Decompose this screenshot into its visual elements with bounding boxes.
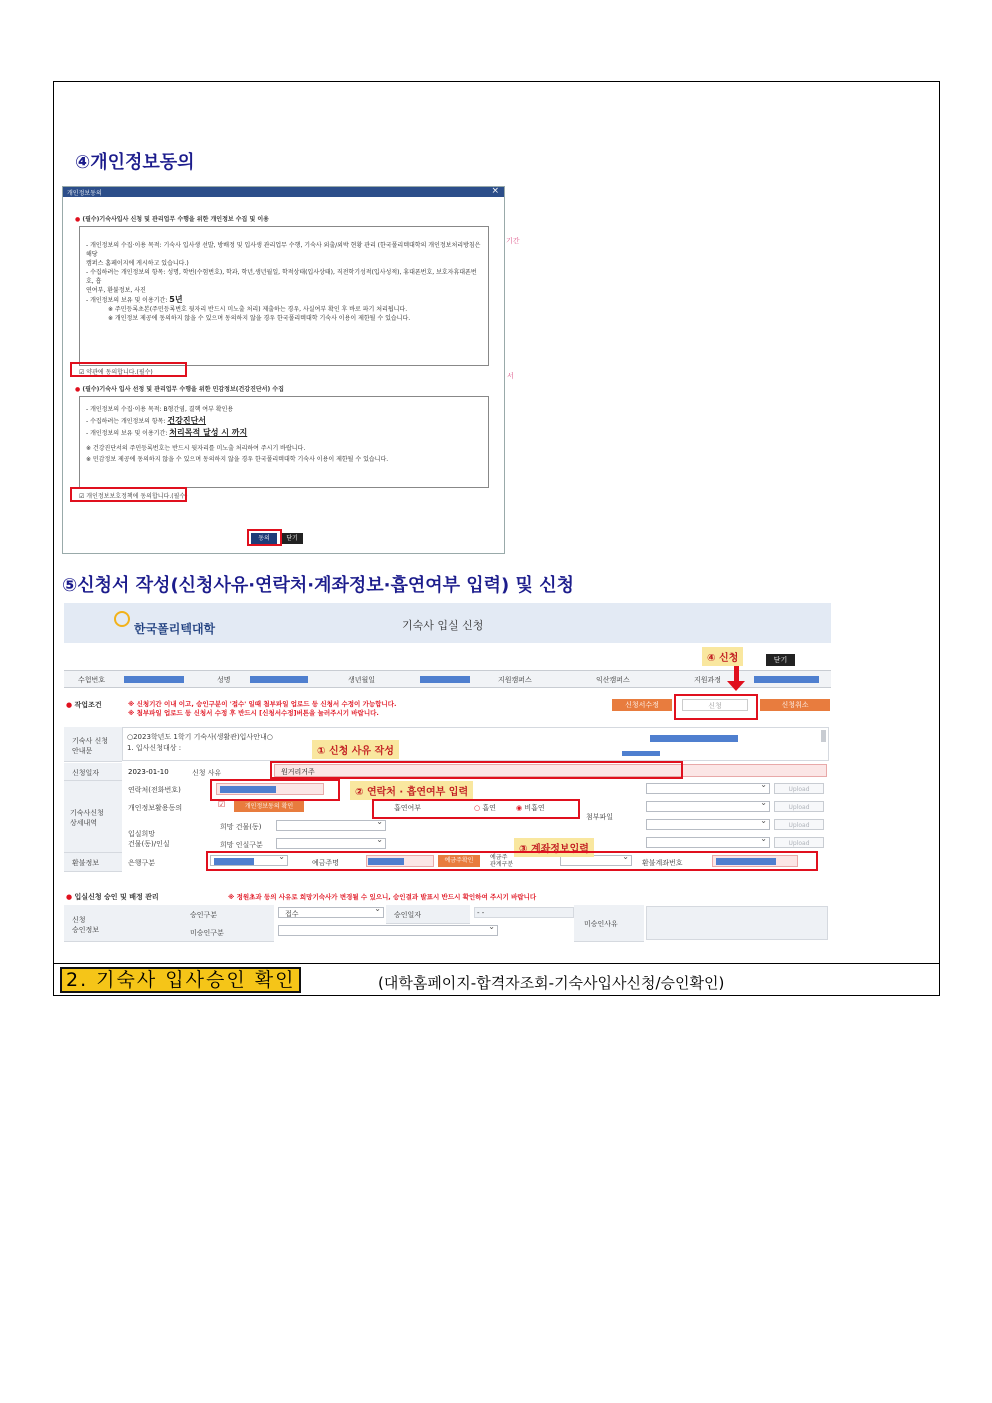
sec1-period-prefix: - 개인정보의 보유 및 이용기간: [86, 297, 168, 304]
agree2-checkbox[interactable]: ☑ 개인정보보호정책에 동의합니다.(필수) [79, 493, 188, 500]
callout-3: ③ 계좌정보입력 [514, 838, 594, 857]
redacted-value [622, 751, 660, 756]
redacted-value [250, 676, 308, 683]
campus-value: 익산캠퍼스 [596, 676, 630, 684]
highlight-agree2 [70, 487, 187, 502]
approval-info-cell [64, 905, 176, 942]
sec2-note: ※ 민감정보 제공에 동의하지 않을 수 있으며 동의하지 않을 경우 한국폴리텍대학 기숙사 이용이 제한될 수 있습니다. [86, 456, 389, 463]
app-header [64, 603, 831, 643]
sec2-period-prefix: - 개인정보의 보유 및 이용기간: [86, 430, 168, 437]
refund-label-cell [64, 853, 122, 872]
relation-label: 예금주 관계구분 [490, 854, 514, 868]
sec2-text [86, 404, 484, 465]
notice-line: ※ 첨부파일 업로드 등 신청서 수정 후 반드시 [신청서수정]버튼을 눌러주시기 바랍니다. [128, 709, 379, 717]
attach-select[interactable] [646, 801, 770, 812]
smoke-label: 흡연여부 [394, 804, 422, 812]
sec2-heading: ● (필수)기숙사 입사 선정 및 관리업무 수행을 위한 민감정보(건강진단서) 수집 [75, 386, 284, 393]
close-icon[interactable]: × [491, 186, 499, 196]
bank-label: 은행구분 [128, 859, 156, 867]
attach-select[interactable] [646, 819, 770, 830]
agree1-label: 약관에 동의합니다.(필수) [86, 369, 153, 376]
guide-box [122, 727, 829, 761]
room-select[interactable] [276, 838, 386, 849]
consent-check-button[interactable]: 개인정보동의 확인 [234, 801, 304, 812]
approval-date-label: 승인일자 [394, 911, 422, 919]
arrow-down-icon [727, 681, 745, 691]
account-label: 환불계좌번호 [642, 859, 683, 867]
callout-4: ④ 신청 [702, 647, 743, 666]
section5-title: ⑤신청서 작성(신청사유·연락처·계좌정보·흡연여부 입력) 및 신청 [62, 575, 574, 596]
course-label: 지원과정 [694, 676, 722, 684]
highlight-contact [210, 779, 340, 801]
sec2-heading-text: (필수)기숙사 입사 선정 및 관리업무 수행을 위한 민감정보(건강진단서) 수집 [82, 386, 284, 393]
pref-building-label: 희망 건물(동) [220, 823, 262, 831]
name-label: 성명 [217, 676, 231, 684]
contact-label: 연락처(전화번호) [128, 786, 181, 794]
approval-date-cell [386, 905, 470, 924]
apply-button[interactable]: 신청 [682, 699, 748, 711]
sec1-period: 5년 [169, 295, 183, 304]
section-divider [53, 963, 940, 964]
pref-room-label: 희망 인실구분 [220, 841, 263, 849]
consent-label: 개인정보활용동의 [128, 804, 183, 812]
holder-check-button[interactable]: 예금주확인 [438, 855, 480, 867]
approval-type-select[interactable] [278, 907, 384, 918]
smoke-opt2-label: 비흡연 [524, 804, 545, 812]
reject-reason-label: 미승인사유 [584, 920, 618, 928]
reject-reason-field [646, 906, 828, 940]
reject-type-label: 미승인구분 [190, 929, 224, 937]
side-mark: 기간 [506, 237, 520, 245]
sec1-heading-text: (필수)기숙사입사 신청 및 관리업무 수행을 위한 개인정보 수집 및 이용 [82, 216, 269, 223]
approval-type-value: 접수 [285, 910, 299, 918]
upload-button[interactable]: Upload [774, 801, 824, 812]
redacted-value [754, 676, 819, 683]
reason-value: 원거리거주 [281, 768, 315, 776]
date-label-cell [64, 763, 122, 781]
highlight-apply [674, 694, 758, 720]
guide-line: 1. 입사신청대상 : [127, 744, 182, 752]
arrow-shaft [734, 666, 739, 682]
upload-button[interactable]: Upload [774, 837, 824, 848]
attach-label: 첨부파일 [586, 813, 614, 821]
highlight-account [206, 851, 818, 871]
sec2-items-prefix: - 수집하려는 개인정보의 항목: [86, 418, 166, 425]
highlight-reason [270, 761, 683, 779]
sec1-period-line [86, 295, 484, 305]
holder-label: 예금주명 [312, 859, 340, 867]
dialog-close-button[interactable]: 닫기 [281, 533, 303, 544]
consent-checkbox[interactable]: ☑ [218, 800, 226, 809]
page-title: 기숙사 입실 신청 [402, 619, 484, 632]
refund-label: 환불정보 [72, 859, 100, 867]
reject-reason-cell [574, 905, 644, 942]
agree1-checkbox[interactable]: ☑ 약관에 동의합니다.(필수) [79, 369, 153, 376]
reject-type-select[interactable] [278, 925, 498, 936]
highlight-agree1 [70, 362, 187, 377]
sec1-line: - 개인정보의 수집·이용 목적: 기숙사 입사생 선발, 방배정 및 입사생 관리업무 수행, 기숙사 외출/외박 현황 관리 (한국폴리텍대학의 개인정보처리방침은 해당 [86, 242, 481, 258]
building-select[interactable] [276, 820, 386, 831]
detail-label: 기숙사신청 상세내역 [70, 809, 104, 827]
guide-line: ○2023학년도 1학기 기숙사(생활관)입사안내○ [127, 733, 273, 741]
highlight-smoke [372, 799, 580, 819]
guide-label-cell [64, 727, 122, 762]
logo-icon [114, 611, 130, 627]
section2-path: (대학홈페이지-합격자조회-기숙사입사신청/승인확인) [378, 974, 725, 992]
approval-head: ● 입실신청 승인 및 배정 관리 [66, 893, 159, 901]
sec2-purpose: - 개인정보의 수집·이용 목적: B형간염, 결핵 여부 확인용 [86, 406, 234, 413]
cancel-application-button[interactable]: 신청취소 [760, 699, 830, 711]
sec1-line: 연여부, 환불정보, 사진 [86, 287, 146, 294]
campus-label: 지원캠퍼스 [498, 676, 532, 684]
sec1-note: ※ 개인정보 제공에 동의하지 않을 수 있으며 동의하지 않을 경우 한국폴리텍대학 기숙사 이용이 제한될 수 있습니다. [108, 315, 411, 322]
sec1-line: 캠퍼스 홈페이지에 게시하고 있습니다.) [86, 260, 189, 267]
callout-2: ② 연락처 · 흡연여부 입력 [350, 781, 473, 800]
side-mark: 서 [507, 372, 514, 380]
work-cond-label: ● 작업조건 [66, 701, 102, 709]
approval-type-label: 승인구분 [190, 911, 218, 919]
sec1-box [79, 226, 489, 366]
radio-icon: ○ [474, 804, 481, 812]
sec2-period-line [86, 427, 484, 439]
sec2-items-value: 건강진단서 [167, 416, 207, 425]
guide-label: 기숙사 신청 안내문 [72, 737, 109, 755]
sec2-items-line [86, 415, 484, 427]
approval-date-value: - - [477, 909, 485, 917]
dialog-title: 개인정보동의 [67, 190, 102, 197]
redacted-value [420, 676, 470, 683]
sec1-line: - 수집하려는 개인정보의 항목: 성명, 학번(수험번호), 학과, 학년,생년월일, 학적상태(입사상태), 직전학기성적(입사성적), 휴대폰번호, 보호자휴대폰번호, 흡 [86, 269, 477, 285]
callout-1: ① 신청 사유 작성 [312, 740, 399, 759]
logo-text: 한국폴리텍대학 [134, 622, 216, 636]
upload-button[interactable]: Upload [774, 783, 824, 794]
approval-info-label: 신청 승인정보 [72, 916, 100, 934]
sec2-period-value: 처리목적 달성 시 까지 [169, 428, 248, 437]
work-cond-text: 작업조건 [74, 701, 102, 709]
date-value: 2023-01-10 [128, 768, 169, 776]
redacted-value [124, 676, 184, 683]
date-label: 신청일자 [72, 769, 100, 777]
birth-label: 생년월일 [348, 676, 376, 684]
attach-select[interactable] [646, 783, 770, 794]
pref-label: 입실희망 건물(동)/인실 [128, 830, 170, 848]
approval-notice: ※ 정원초과 등의 사유로 희망기숙사가 변경될 수 있으니, 승인결과 발표시 반드시 확인하여 주시기 바랍니다 [228, 893, 537, 901]
reason-label: 신청 사유 [192, 769, 222, 777]
sec1-note: ※ 주민등록초본(주민등록번호 뒷자리 반드시 미노출 처리) 제출하는 경우, 사실여부 확인 후 바로 파기 처리됩니다. [108, 306, 408, 313]
app-close-button[interactable]: 닫기 [766, 654, 795, 666]
section2-title: 2. 기숙사 입사승인 확인 [60, 967, 301, 993]
agree-button[interactable]: 동의 [251, 533, 277, 544]
sec1-text [86, 241, 484, 323]
approval-type-cell [176, 905, 274, 924]
smoke-opt1-label: 흡연 [482, 804, 496, 812]
section4-title: ④개인정보동의 [75, 152, 195, 173]
approval-date-field [474, 907, 574, 918]
exam-no-label: 수험번호 [78, 676, 106, 684]
sec1-heading: ● (필수)기숙사입사 신청 및 관리업무 수행을 위한 개인정보 수집 및 이용 [75, 216, 269, 223]
dialog-titlebar [63, 187, 504, 197]
approval-head-text: 입실신청 승인 및 배정 관리 [74, 893, 159, 901]
attach-select[interactable] [646, 837, 770, 848]
agree2-label: 개인정보보호정책에 동의합니다.(필수) [86, 493, 188, 500]
reject-type-cell [176, 923, 274, 942]
sec2-box [79, 396, 489, 488]
radio-selected-icon: ◉ [516, 804, 523, 812]
detail-label-cell [64, 781, 122, 853]
notice-line: ※ 신청기간 이내 이고, 승인구분이 '접수' 일때 첨부파일 업로드 등 신청서 수정이 가능합니다. [128, 700, 397, 708]
redacted-value [650, 735, 738, 742]
work-notice [128, 700, 396, 718]
upload-button[interactable]: Upload [774, 819, 824, 830]
highlight-agree-button [247, 529, 282, 546]
sec2-note: ※ 건강진단서의 주민등록번호는 반드시 뒷자리를 미노출 처리하여 주시기 바랍니다. [86, 445, 306, 452]
edit-application-button[interactable]: 신청서수정 [612, 699, 672, 711]
guide-scrollbar[interactable] [821, 730, 826, 742]
